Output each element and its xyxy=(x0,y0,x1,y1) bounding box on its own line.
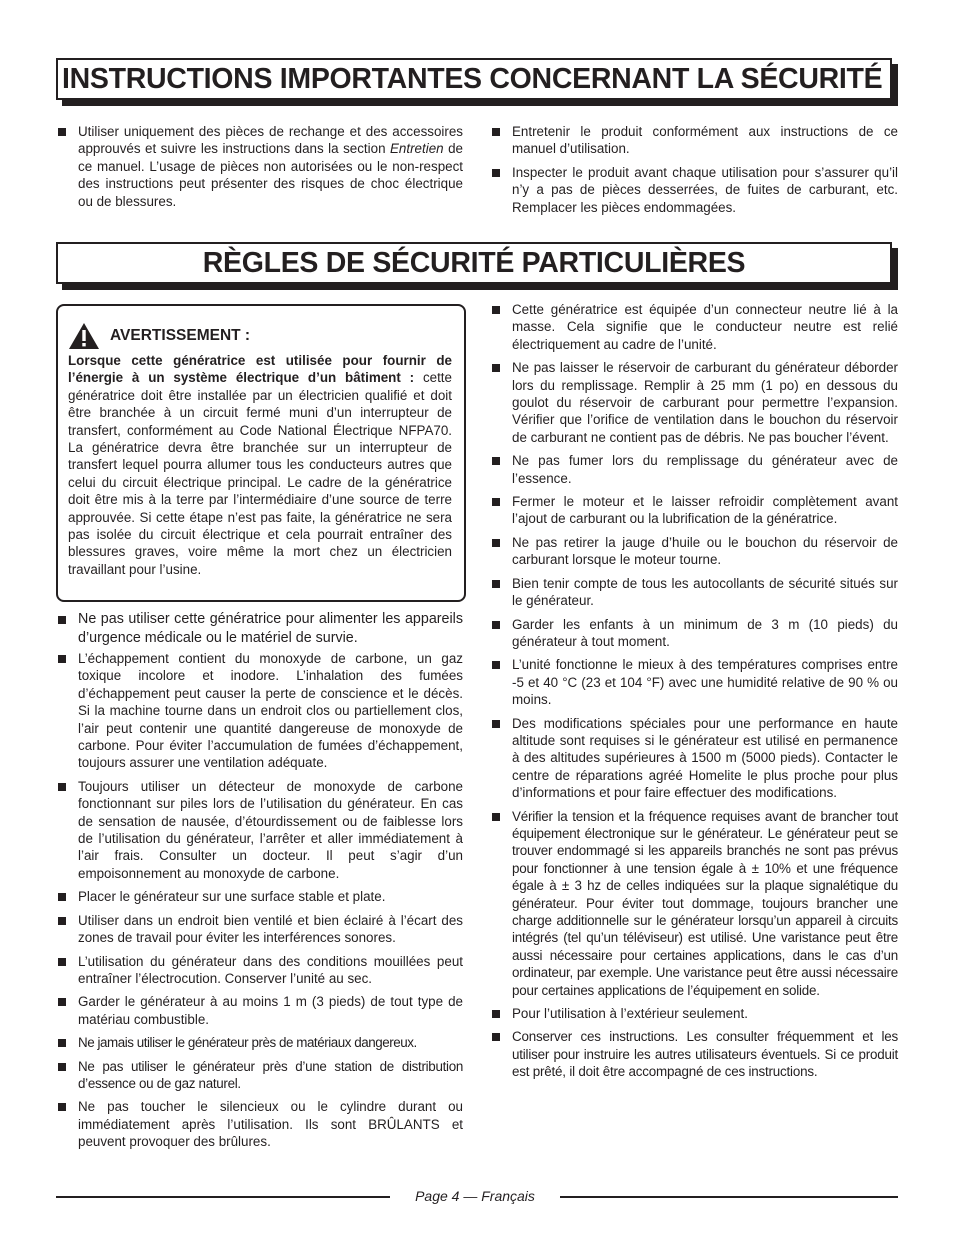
bullet-square-icon xyxy=(492,364,500,372)
list-item xyxy=(490,808,898,999)
bullet-square-icon xyxy=(58,655,66,663)
top-right-column xyxy=(490,123,898,222)
bullet-text: L’échappement contient du monoxyde de carbone, un gaz toxique incolore et inodore. L’inhalation des fumées d’échappement peut causer la perte de conscience et le décès. Si la machine tourne dans un endroit clos ou partiellement clos, l’air peut contenir une quantité dangereuse de monoxyde de carbone. Pour éviter l’accumulation de fumées d’échappement, toujours assurer une ventilation adéquate. xyxy=(78,651,463,771)
top-left-column xyxy=(56,123,463,216)
list-item xyxy=(56,912,463,947)
list-item xyxy=(490,493,898,528)
bullet-square-icon xyxy=(492,498,500,506)
left-column xyxy=(56,610,463,1157)
bullet-square-icon xyxy=(492,128,500,136)
bullet-text: Ne pas utiliser cette génératrice pour alimenter les appareils d’urgence médicale ou le matériel de survie. xyxy=(78,611,463,646)
header1-box xyxy=(56,58,892,100)
list-item xyxy=(56,1098,463,1150)
bullet-text: Garder le générateur à au moins 1 m (3 pieds) de tout type de matériau combustible. xyxy=(78,994,463,1027)
warning-text xyxy=(68,352,452,578)
page-title: INSTRUCTIONS IMPORTANTES CONCERNANT LA SÉCURITÉ xyxy=(62,62,883,95)
list-item xyxy=(490,123,898,158)
bullet-text: Ne pas laisser le réservoir de carburant du générateur déborder lors du remplissage. Remplir à 25 mm (1 po) en dessous du goulot du réservoir de carburant pour permettre l’expansion. Vérifier que l’orifice de ventilation dans le bouchon du réservoir de carburant ne contient pas de débris. Ne pas boucher l’évent. xyxy=(512,360,898,445)
bullet-text: Des modifications spéciales pour une performance en haute altitude sont requises si le générateur est utilisé en permanence à des altitudes supérieures à 1500 m (5000 pieds). Contacter le centre de réparations agréé Homelite le plus proche pour plus d’informations et pour faire effectuer des modifications. xyxy=(512,715,898,801)
bullet-text: Bien tenir compte de tous les autocollants de sécurité situés sur le générateur. xyxy=(512,575,898,609)
bullet-square-icon xyxy=(492,169,500,177)
list-item xyxy=(490,1028,898,1080)
list-item xyxy=(490,164,898,216)
list-item xyxy=(56,1058,463,1093)
list-item xyxy=(56,888,463,905)
bullet-text: Cette génératrice est équipée d’un connecteur neutre lié à la masse. Cela signifie que le conducteur neutre est relié électriquement au cadre de l’unité. xyxy=(512,302,898,352)
bullet-text: Ne pas retirer la jauge d’huile ou le bouchon du réservoir de carburant lorsque le moteur tourne. xyxy=(512,534,898,568)
bullet-square-icon xyxy=(58,128,66,136)
list-item xyxy=(56,123,463,210)
bullet-square-icon xyxy=(58,783,66,791)
bullet-square-icon xyxy=(492,457,500,465)
list-item xyxy=(490,301,898,353)
bullet-text: Ne pas utiliser le générateur près d’une station de distribution d’essence ou de gaz naturel. xyxy=(78,1058,463,1091)
bullet-square-icon xyxy=(58,1039,66,1047)
bullet-square-icon xyxy=(58,1103,66,1111)
bullet-text: Fermer le moteur et le laisser refroidir complètement avant l’ajout de carburant ou la lubrification de la génératrice. xyxy=(512,494,898,527)
bullet-square-icon xyxy=(492,580,500,588)
page-footer: Page 4 — Français xyxy=(415,1188,535,1204)
bullet-text: Utiliser dans un endroit bien ventilé et bien éclairé à l’écart des zones de travail pour éviter les interférences sonores. xyxy=(78,912,463,946)
list-item xyxy=(490,656,898,708)
bullet-square-icon xyxy=(58,998,66,1006)
bullet-text-pre: Utiliser uniquement des pièces de rechange et des accessoires approuvés et suivre les instructions dans la section xyxy=(78,124,463,157)
list-item xyxy=(56,993,463,1028)
bullet-square-icon xyxy=(492,539,500,547)
bullet-text: Ne pas toucher le silencieux ou le cylindre durant ou immédiatement après l’utilisation. Ils sont BRÛLANTS et peuvent provoquer des brûlures. xyxy=(78,1099,463,1150)
bullet-text: Ne jamais utiliser le générateur près de matériaux dangereux. xyxy=(78,1035,417,1051)
warning-triangle-icon xyxy=(68,322,100,350)
bullet-square-icon xyxy=(492,306,500,314)
bullet-text: Toujours utiliser un détecteur de monoxyde de carbone fonctionnant sur piles lors de l’utilisation du générateur. En cas de sensation de nausée, d’étourdissement ou de faiblesse lors de l’utilisation du générateur, l’arrêter et aller immédiatement à l’air frais. Consulter un docteur. Il peut s’agir d’un empoisonnement au monoxyde de carbone. xyxy=(78,778,463,881)
bullet-text: Entretenir le produit conformément aux instructions de ce manuel d’utilisation. xyxy=(512,124,898,157)
bullet-text: Conserver ces instructions. Les consulter fréquemment et les utiliser pour instruire les autres utilisateurs éventuels. Si ce produit est prêté, il doit être accompagné de ces instructions. xyxy=(512,1029,898,1080)
bullet-square-icon xyxy=(492,1033,500,1041)
bullet-square-icon xyxy=(492,720,500,728)
warning-header xyxy=(68,322,452,350)
warning-bold-text: Lorsque cette génératrice est utilisée pour fournir de l’énergie à un système électrique d’un bâtiment : xyxy=(68,353,452,386)
bullet-text: Garder les enfants à un minimum de 3 m (10 pieds) du générateur à tout moment. xyxy=(512,616,898,649)
list-item xyxy=(490,452,898,487)
list-item xyxy=(56,650,463,772)
bullet-text: Pour l’utilisation à l’extérieur seulement. xyxy=(512,1006,748,1022)
list-item xyxy=(490,616,898,651)
bullet-text: Placer le générateur sur une surface stable et plate. xyxy=(78,889,386,905)
bullet-text: Vérifier la tension et la fréquence requises avant de brancher tout équipement électronique sur le générateur. Le générateur peut se trouver endommagé si les appareils branchés ne sont pas prévus pour fonctionner à une tension égale à ± 10% et une fréquence égale à ± 3 hz de celles indiquées sur la plaque signalétique du générateur. Pour éviter tout dommage, toujours brancher une charge additionnelle sur le générateur lorsqu’un appareil à circuits intégrés (tel qu’un téléviseur) est utilisé. Une varistance peut être aussi nécessaire pour certaines applications, dans le cas d’un ordinateur, par exemple. Une varistance peut être aussi nécessaire pour certaines applications de l’équipement en solide. xyxy=(512,808,898,998)
bullet-text-italic: Entretien xyxy=(390,141,444,157)
warning-body-text: cette génératrice doit être installée par un électricien qualifié et doit être branchée à un circuit fermé muni d’un interrupteur de transfert, conformément au Code National Électrique NFPA70. La génératrice devra être branchée sur un interrupteur de transfert lequel pourra allumer tous les conducteurs autres que celui du circuit électrique principal. Le cadre de la génératrice doit être mis à la terre par l’intermédiaire d’une source de terre approuvée. Si cette étape n’est pas faite, la génératrice ne sera pas isolée du circuit électrique et cela pourrait entraîner des blessures graves, voire même la mort chez un électricien travaillant pour l’usine. xyxy=(68,370,452,577)
list-item xyxy=(56,1034,463,1051)
warning-title: AVERTISSEMENT : xyxy=(110,327,251,344)
bullet-square-icon xyxy=(58,616,66,624)
warning-box xyxy=(56,304,466,602)
list-item xyxy=(490,715,898,802)
list-item xyxy=(56,953,463,988)
list-item xyxy=(490,359,898,446)
bullet-square-icon xyxy=(58,958,66,966)
list-item xyxy=(56,610,463,648)
list-item xyxy=(490,1005,898,1022)
list-item xyxy=(490,575,898,610)
footer-rule-right xyxy=(560,1196,898,1198)
section-title: RÈGLES DE SÉCURITÉ PARTICULIÈRES xyxy=(202,246,746,279)
list-item xyxy=(56,778,463,882)
bullet-text: L’utilisation du générateur dans des conditions mouillées peut entraîner l’électrocution. Conserver l’unité au sec. xyxy=(78,953,463,986)
bullet-square-icon xyxy=(58,917,66,925)
bullet-square-icon xyxy=(492,813,500,821)
bullet-text: Inspecter le produit avant chaque utilisation pour s’assurer qu’il n’y a pas de pièces desserrées, de fuites de carburant, etc. Remplacer les pièces endommagées. xyxy=(512,164,898,215)
footer-rule-left xyxy=(56,1196,390,1198)
header2-box xyxy=(56,242,892,284)
bullet-square-icon xyxy=(492,621,500,629)
bullet-text: L’unité fonctionne le mieux à des températures comprises entre -5 et 40 °C (23 et 104 °F) avec une humidité relative de 90 % ou moins. xyxy=(512,657,898,708)
bullet-text: Ne pas fumer lors du remplissage du générateur avec de l’essence. xyxy=(512,453,898,486)
bullet-square-icon xyxy=(492,1010,500,1018)
list-item xyxy=(490,534,898,569)
bullet-square-icon xyxy=(58,1063,66,1071)
bullet-text-post: de ce manuel. L’usage de pièces non autorisées ou le non-respect des instructions peut présenter des risques de choc électrique ou de blessures. xyxy=(78,141,463,209)
bullet-square-icon xyxy=(492,661,500,669)
bullet-square-icon xyxy=(58,893,66,901)
right-column xyxy=(490,301,898,1087)
